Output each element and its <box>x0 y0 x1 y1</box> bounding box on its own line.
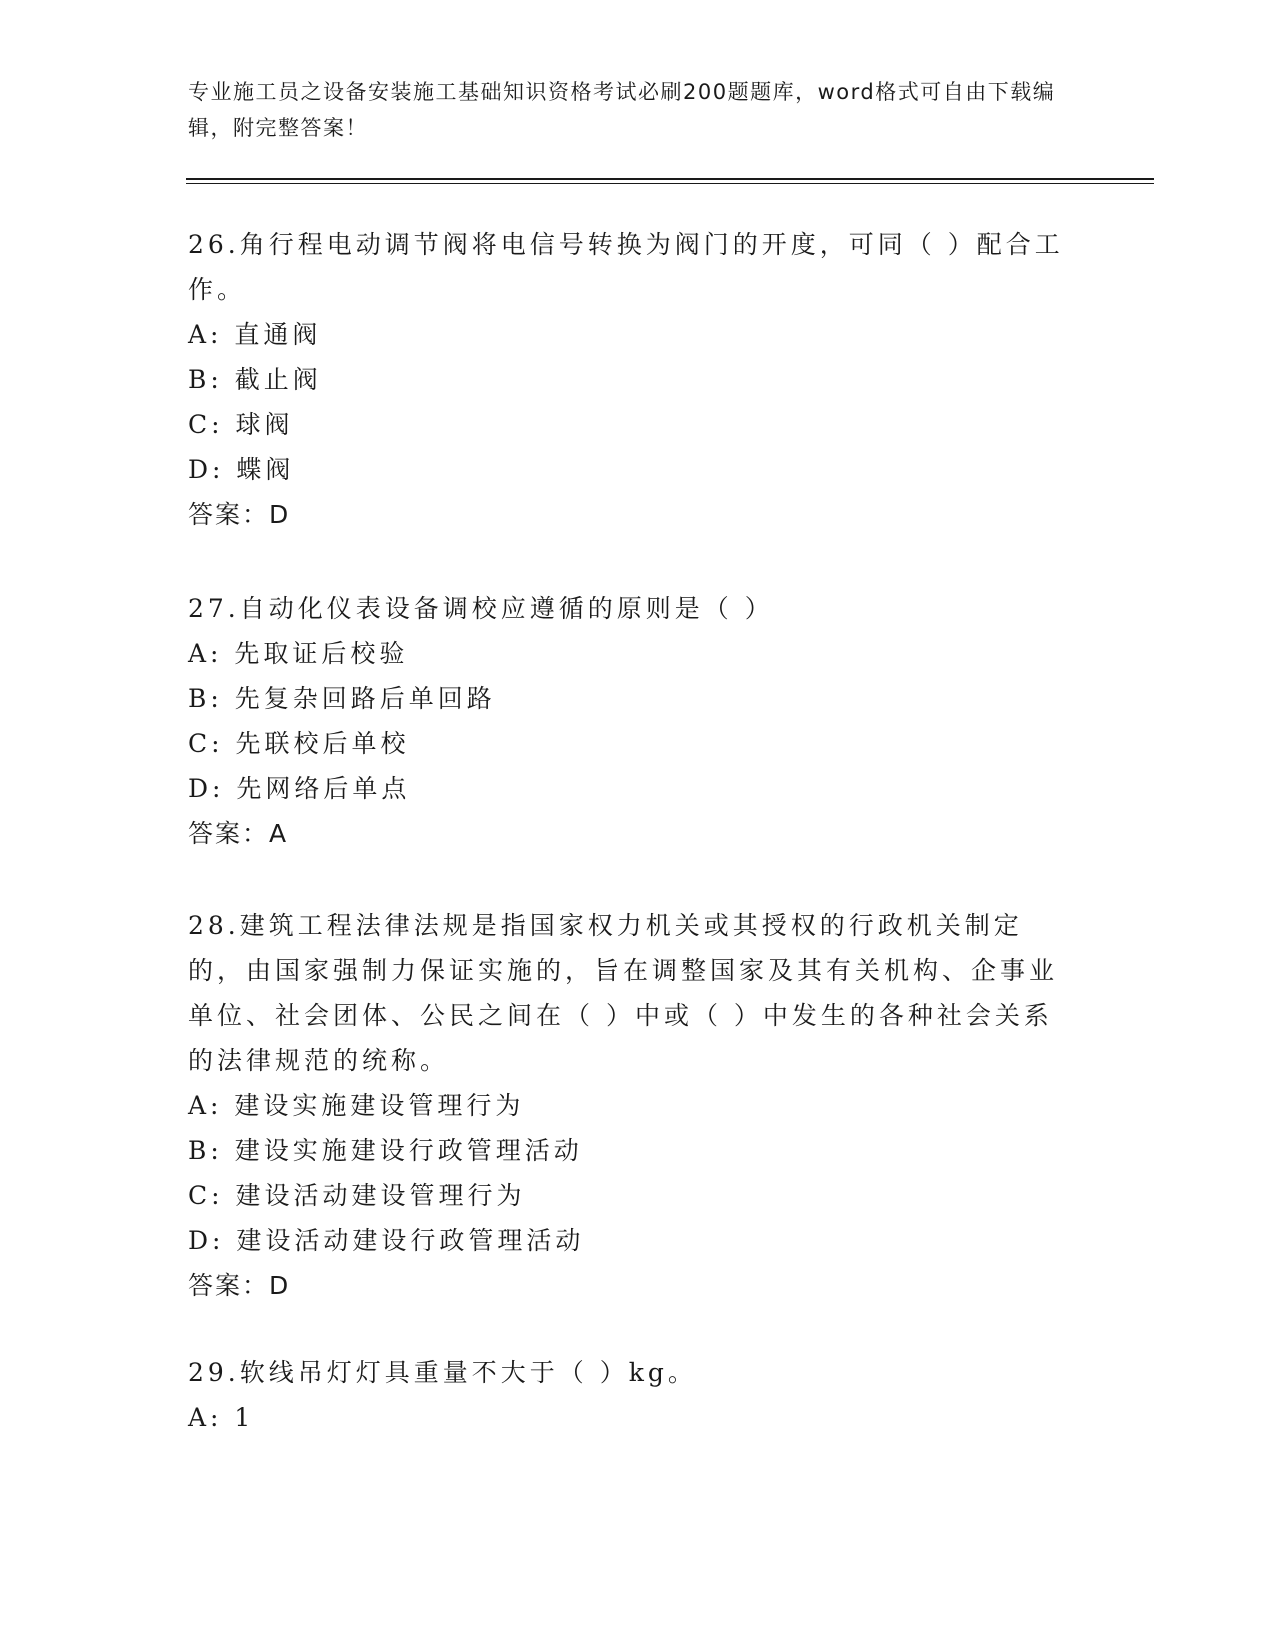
option-c: C: 建设活动建设管理行为 <box>188 1181 526 1210</box>
option-d: D: 蝶阀 <box>188 455 295 484</box>
option-a: A: 先取证后校验 <box>188 639 409 668</box>
question-stem: 26.角行程电动调节阀将电信号转换为阀门的开度，可同（ ）配合工作。 <box>188 230 1064 304</box>
option-a: A: 建设实施建设管理行为 <box>188 1091 525 1120</box>
question-stem: 28.建筑工程法律法规是指国家权力机关或其授权的行政机关制定的，由国家强制力保证实施的，旨在调整国家及其有关机构、企事业单位、社会团体、公民之间在（ ）中或（ ）中发生的各种社会关系的法律规范的统称。 <box>188 911 1059 1075</box>
answer: 答案：D <box>188 1271 291 1300</box>
document-header: 专业施工员之设备安装施工基础知识资格考试必刷200题题库，word格式可自由下载编辑，附完整答案！ <box>188 80 1056 140</box>
option-b: B: 先复杂回路后单回路 <box>188 684 496 713</box>
question-stem: 27.自动化仪表设备调校应遵循的原则是（ ） <box>188 594 774 623</box>
option-c: C: 球阀 <box>188 410 294 439</box>
question-stem: 29.软线吊灯灯具重量不大于（ ）kg。 <box>188 1358 697 1387</box>
option-d: D: 先网络后单点 <box>188 774 411 803</box>
header-divider-thin <box>186 183 1154 184</box>
question-26 <box>188 222 1068 537</box>
question-29 <box>188 1350 1068 1440</box>
answer: 答案：D <box>188 500 291 529</box>
question-28 <box>188 903 1068 1308</box>
option-c: C: 先联校后单校 <box>188 729 410 758</box>
option-b: B: 截止阀 <box>188 365 322 394</box>
option-a: A: 1 <box>188 1403 255 1432</box>
option-d: D: 建设活动建设行政管理活动 <box>188 1226 585 1255</box>
question-27 <box>188 586 1068 856</box>
option-b: B: 建设实施建设行政管理活动 <box>188 1136 583 1165</box>
answer: 答案：A <box>188 819 289 848</box>
header-divider-thick <box>186 178 1154 180</box>
option-a: A: 直通阀 <box>188 320 322 349</box>
